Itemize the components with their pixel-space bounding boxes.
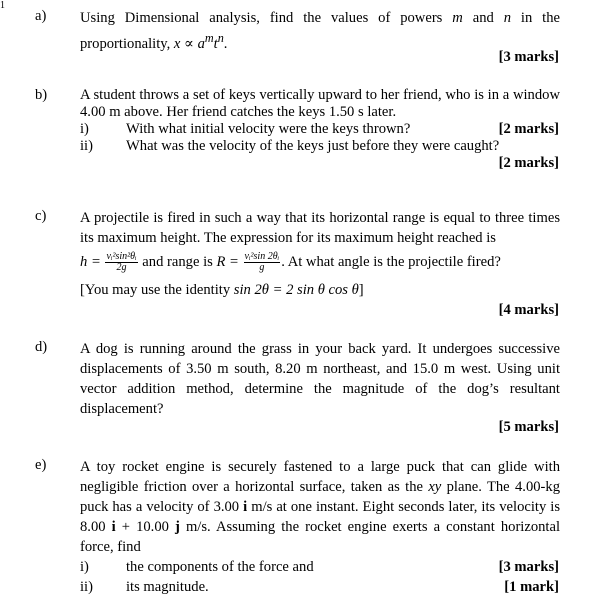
- h-fraction: $\frac{\text{vᵢ²sin²θᵢ}}{2g}$: [106, 251, 137, 273]
- marks: [3 marks]: [498, 49, 559, 65]
- sub-label: i): [80, 559, 89, 575]
- question-label: e): [35, 457, 47, 473]
- question-label: d): [35, 339, 48, 355]
- question-text: Using Dimensional analysis, find the values of powers m and n in the proportionality, $x \propto a^mt^n$.: [80, 10, 560, 52]
- question-label: c): [35, 208, 47, 224]
- marks: [2 marks]: [498, 155, 559, 171]
- question-label: b): [35, 87, 48, 103]
- r-fraction: $\frac{\text{vᵢ²sin 2θᵢ}}{g}$: [244, 251, 280, 273]
- question-text: A student throws a set of keys vertically upward to her friend, who is in a window 4.00 m above. Her friend catches the keys 1.50 s later.: [80, 87, 560, 120]
- formula-line: h = $\frac{\text{vᵢ²sin²θᵢ}}{2g}$ and range is R = $\frac{\text{vᵢ²sin 2θᵢ}}{g}$ . At what angle is the projectile fired?: [80, 251, 501, 273]
- sub-label: i): [80, 121, 89, 137]
- identity-hint: [You may use the identity sin 2θ = 2 sin θ cos θ]: [80, 282, 364, 298]
- marks: [3 marks]: [498, 559, 559, 575]
- question-text: A toy rocket engine is securely fastened to a large puck that can glide with negligible friction over a horizontal surface, taken as the xy plane. The 4.00-kg puck has a velocity of 3.00 i m/s at one instant. Eight seconds later, its velocity is 8.00 i + 10.00 j m/s. Assuming the rocket engine exerts a constant horizontal force, find: [80, 459, 561, 555]
- sub-text: its magnitude.: [126, 579, 209, 595]
- sub-text: What was the velocity of the keys just before they were caught?: [126, 138, 500, 154]
- sub-label: ii): [80, 579, 93, 595]
- question-text: A dog is running around the grass in your back yard. It undergoes successive displacements of 3.50 m south, 8.20 m northeast, and 15.0 m west. Using unit vector addition method, determine the magnitude of the dog’s resultant displacement?: [80, 341, 560, 417]
- marks: [1 mark]: [504, 579, 559, 595]
- sub-text: With what initial velocity were the keys thrown?: [126, 121, 411, 137]
- marks: [2 marks]: [498, 121, 559, 137]
- sub-label: ii): [80, 138, 93, 154]
- page-edge-mark: 1: [0, 0, 5, 11]
- sub-text: the components of the force and: [126, 559, 314, 575]
- question-label: a): [35, 8, 47, 24]
- question-text: A projectile is fired in such a way that its horizontal range is equal to three times its maximum height. The expression for its maximum height reached is: [80, 210, 560, 246]
- marks: [5 marks]: [498, 419, 559, 435]
- marks: [4 marks]: [498, 302, 559, 318]
